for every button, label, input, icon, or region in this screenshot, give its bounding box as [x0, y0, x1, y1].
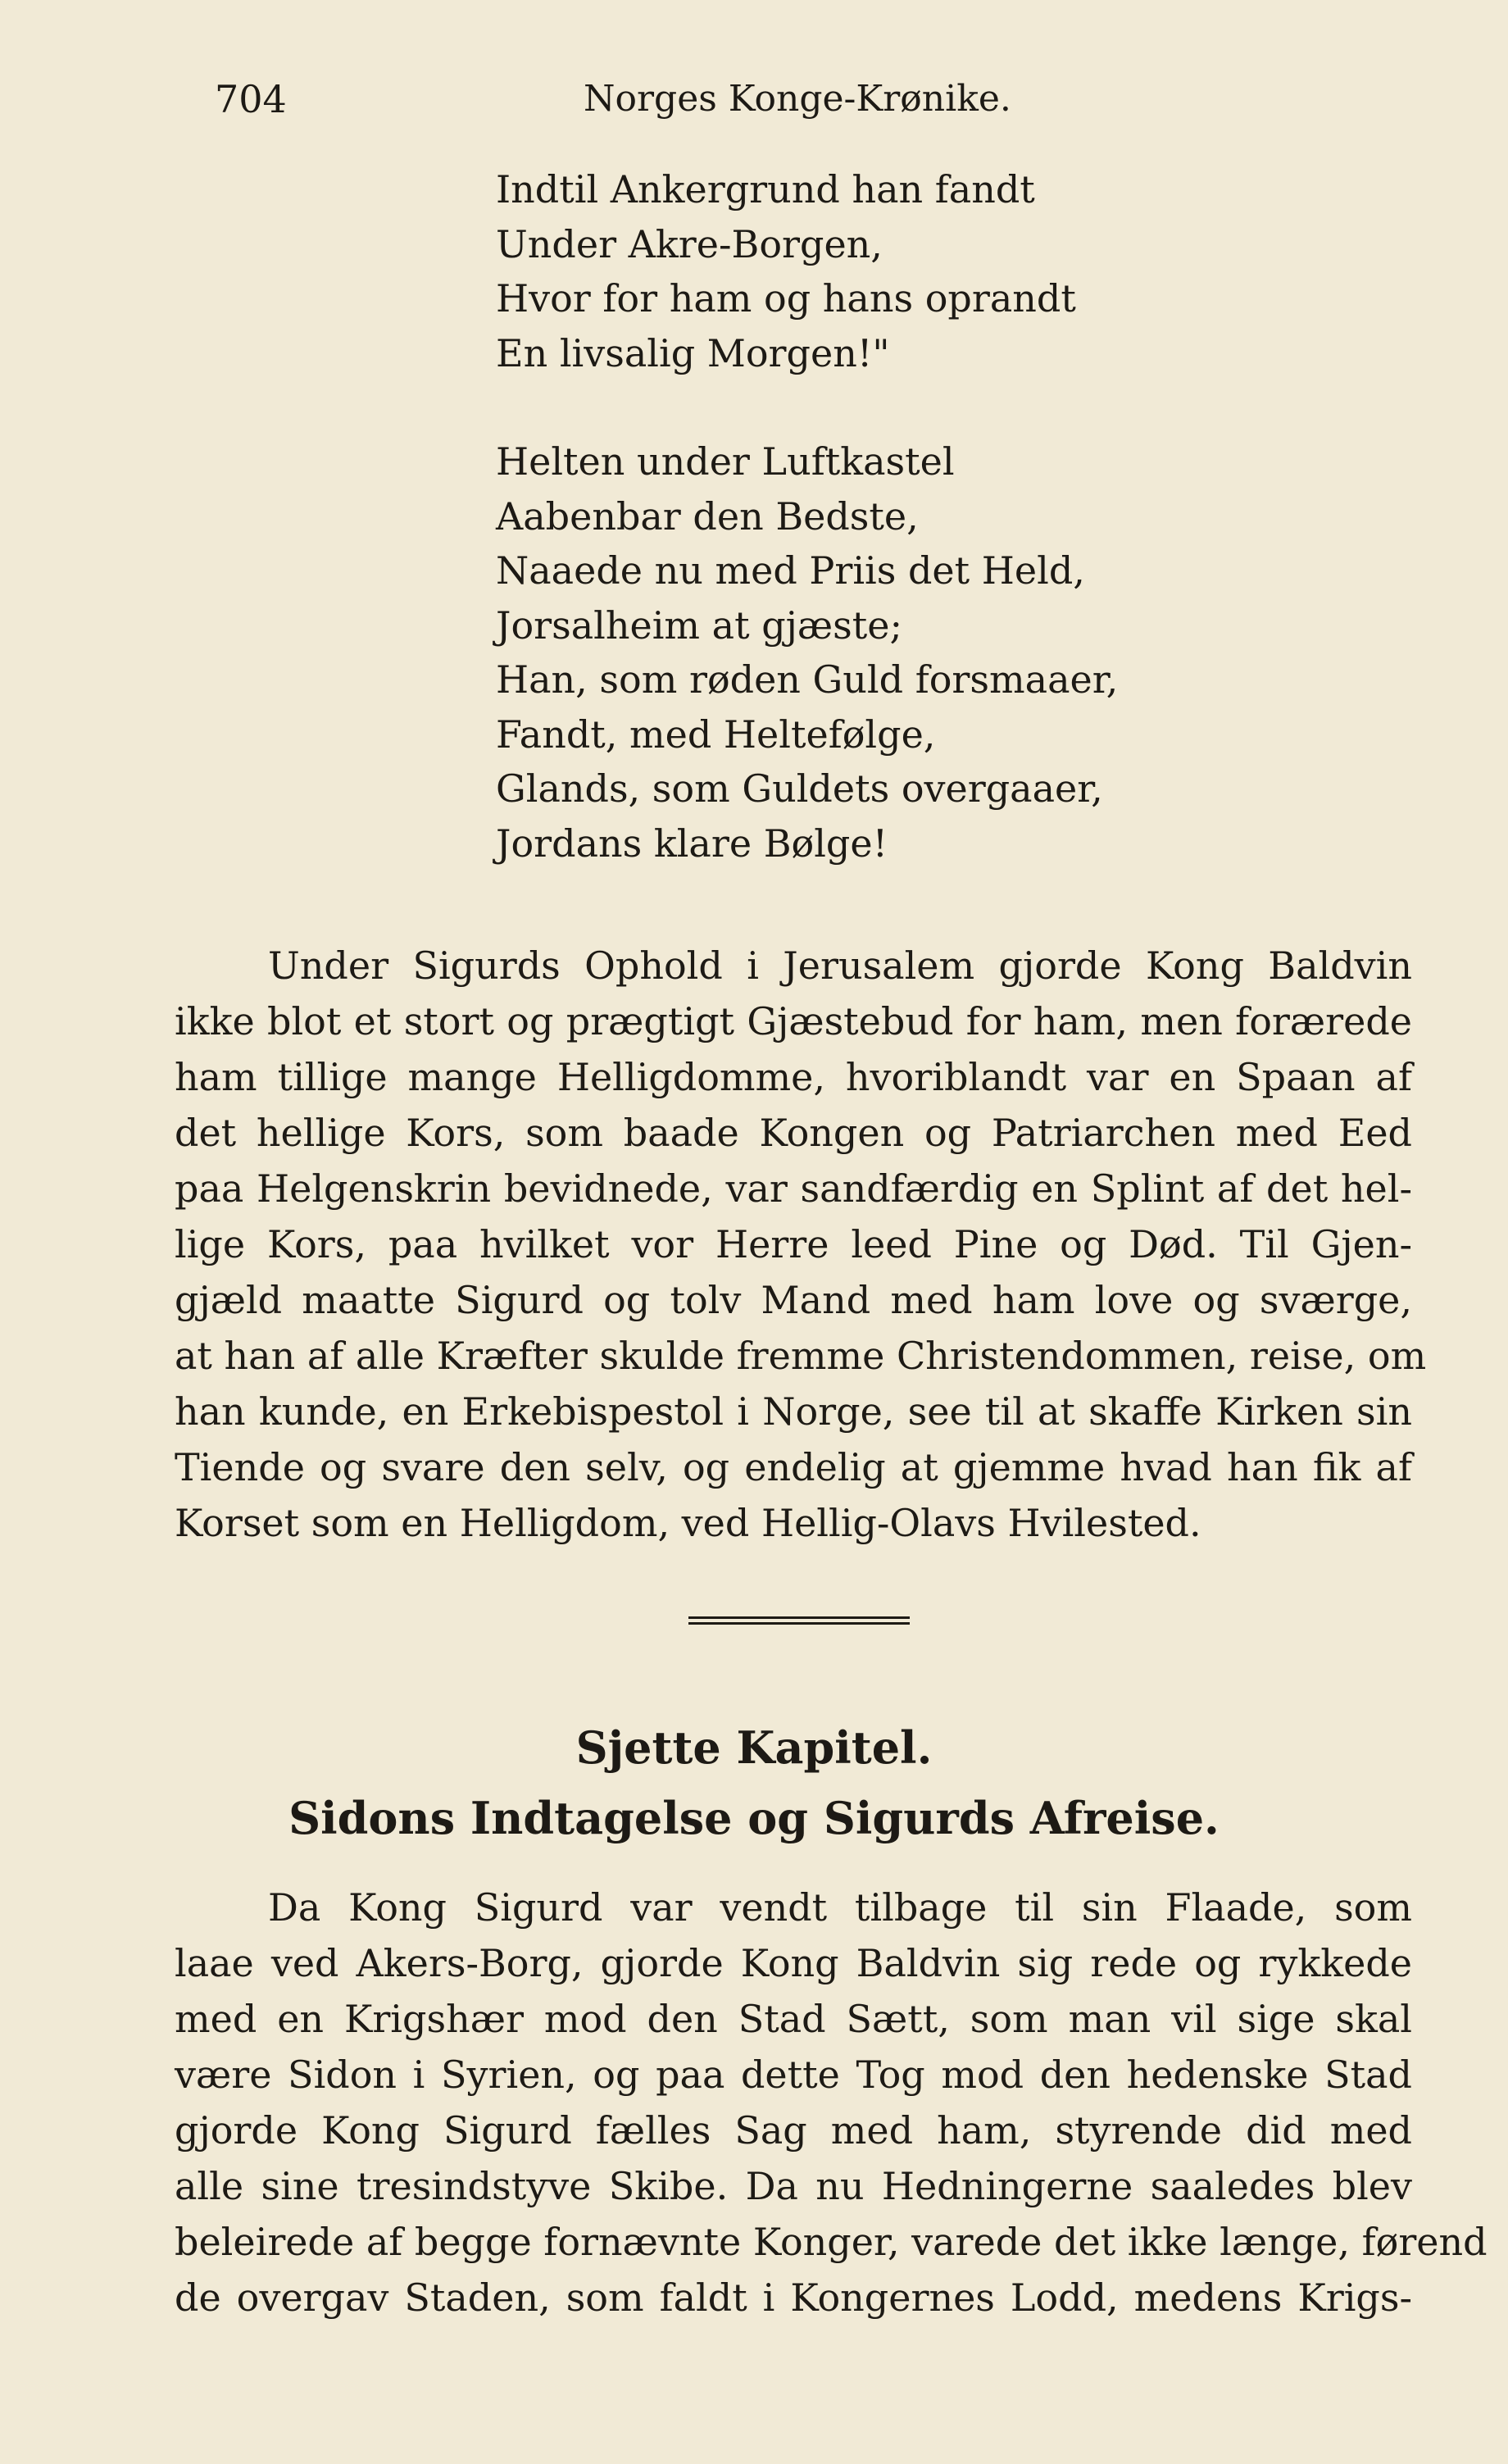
text-line: Da Kong Sigurd var vendt tilbage til sin Flaade, som — [268, 1885, 1412, 1930]
paragraph — [175, 1880, 1488, 2325]
verse-line: Han, som røden Guld forsmaaer, — [496, 657, 1119, 702]
poem-stanza — [496, 434, 1315, 871]
text-line: lige Kors, paa hvilket vor Herre leed Pine og Død. Til Gjen- — [175, 1222, 1412, 1266]
verse-line: Under Akre-Borgen, — [496, 221, 883, 266]
text-line: Korset som en Helligdom, ved Hellig-Olavs Hvilested. — [175, 1501, 1201, 1545]
verse-line: Jordans klare Bølge! — [496, 821, 888, 866]
section-divider — [688, 1616, 910, 1625]
verse-line: Jorsalheim at gjæste; — [496, 602, 902, 648]
divider-rule — [688, 1622, 910, 1625]
text-line: ham tillige mange Helligdomme, hvoriblandt var en Spaan af — [175, 1055, 1412, 1099]
page-header — [215, 70, 1411, 128]
poem — [496, 162, 1315, 871]
text-line: paa Helgenskrin bevidnede, var sandfærdig en Splint af det hel- — [175, 1166, 1412, 1211]
text-line: være Sidon i Syrien, og paa dette Tog mod den hedenske Stad — [175, 2053, 1412, 2097]
verse-line: Hvor for ham og hans oprandt — [496, 276, 1076, 321]
text-line: ikke blot et stort og prægtigt Gjæstebud for ham, men forærede — [175, 999, 1412, 1043]
verse-line: Fandt, med Heltefølge, — [496, 711, 936, 757]
paragraph — [175, 938, 1427, 1551]
text-line: at han af alle Kræfter skulde fremme Christendommen, reise, om — [175, 1334, 1427, 1378]
text-line: Under Sigurds Ophold i Jerusalem gjorde Kong Baldvin — [268, 943, 1412, 988]
page-number: 704 — [215, 77, 287, 121]
text-line: gjorde Kong Sigurd fælles Sag med ham, styrende did med — [175, 2108, 1412, 2153]
text-line: det hellige Kors, som baade Kongen og Patriarchen med Eed — [175, 1111, 1412, 1155]
text-line: de overgav Staden, som faldt i Kongernes Lodd, medens Krigs- — [175, 2275, 1412, 2320]
text-line: laae ved Akers-Borg, gjorde Kong Baldvin sig rede og rykkede — [175, 1941, 1412, 1985]
verse-line: En livsalig Morgen!" — [496, 330, 890, 375]
text-line: beleirede af begge fornævnte Konger, varede det ikke længe, førend — [175, 2220, 1488, 2264]
text-line: alle sine tresindstyve Skibe. Da nu Hedningerne saaledes blev — [175, 2164, 1412, 2208]
text-line: med en Krigshær mod den Stad Sætt, som man vil sige skal — [175, 1997, 1412, 2041]
chapter-subtitle: Sidons Indtagelse og Sigurds Afreise. — [288, 1792, 1220, 1844]
poem-stanza — [496, 162, 1315, 380]
text-line: Tiende og svare den selv, og endelig at gjemme hvad han fik af — [175, 1445, 1412, 1489]
divider-rule — [688, 1616, 910, 1619]
verse-line: Helten under Luftkastel — [496, 439, 955, 484]
verse-line: Indtil Ankergrund han fandt — [496, 167, 1035, 211]
verse-line: Aabenbar den Bedste, — [496, 493, 919, 539]
chapter-title: Sjette Kapitel. — [575, 1721, 933, 1774]
verse-line: Naaede nu med Priis det Held, — [496, 548, 1085, 593]
verse-line: Glands, som Guldets overgaaer, — [496, 766, 1103, 811]
text-line: gjæld maatte Sigurd og tolv Mand med ham love og sværge, — [175, 1278, 1412, 1322]
running-title: Norges Konge-Krønike. — [584, 78, 1011, 120]
text-line: han kunde, en Erkebispestol i Norge, see til at skaffe Kirken sin — [175, 1389, 1412, 1434]
